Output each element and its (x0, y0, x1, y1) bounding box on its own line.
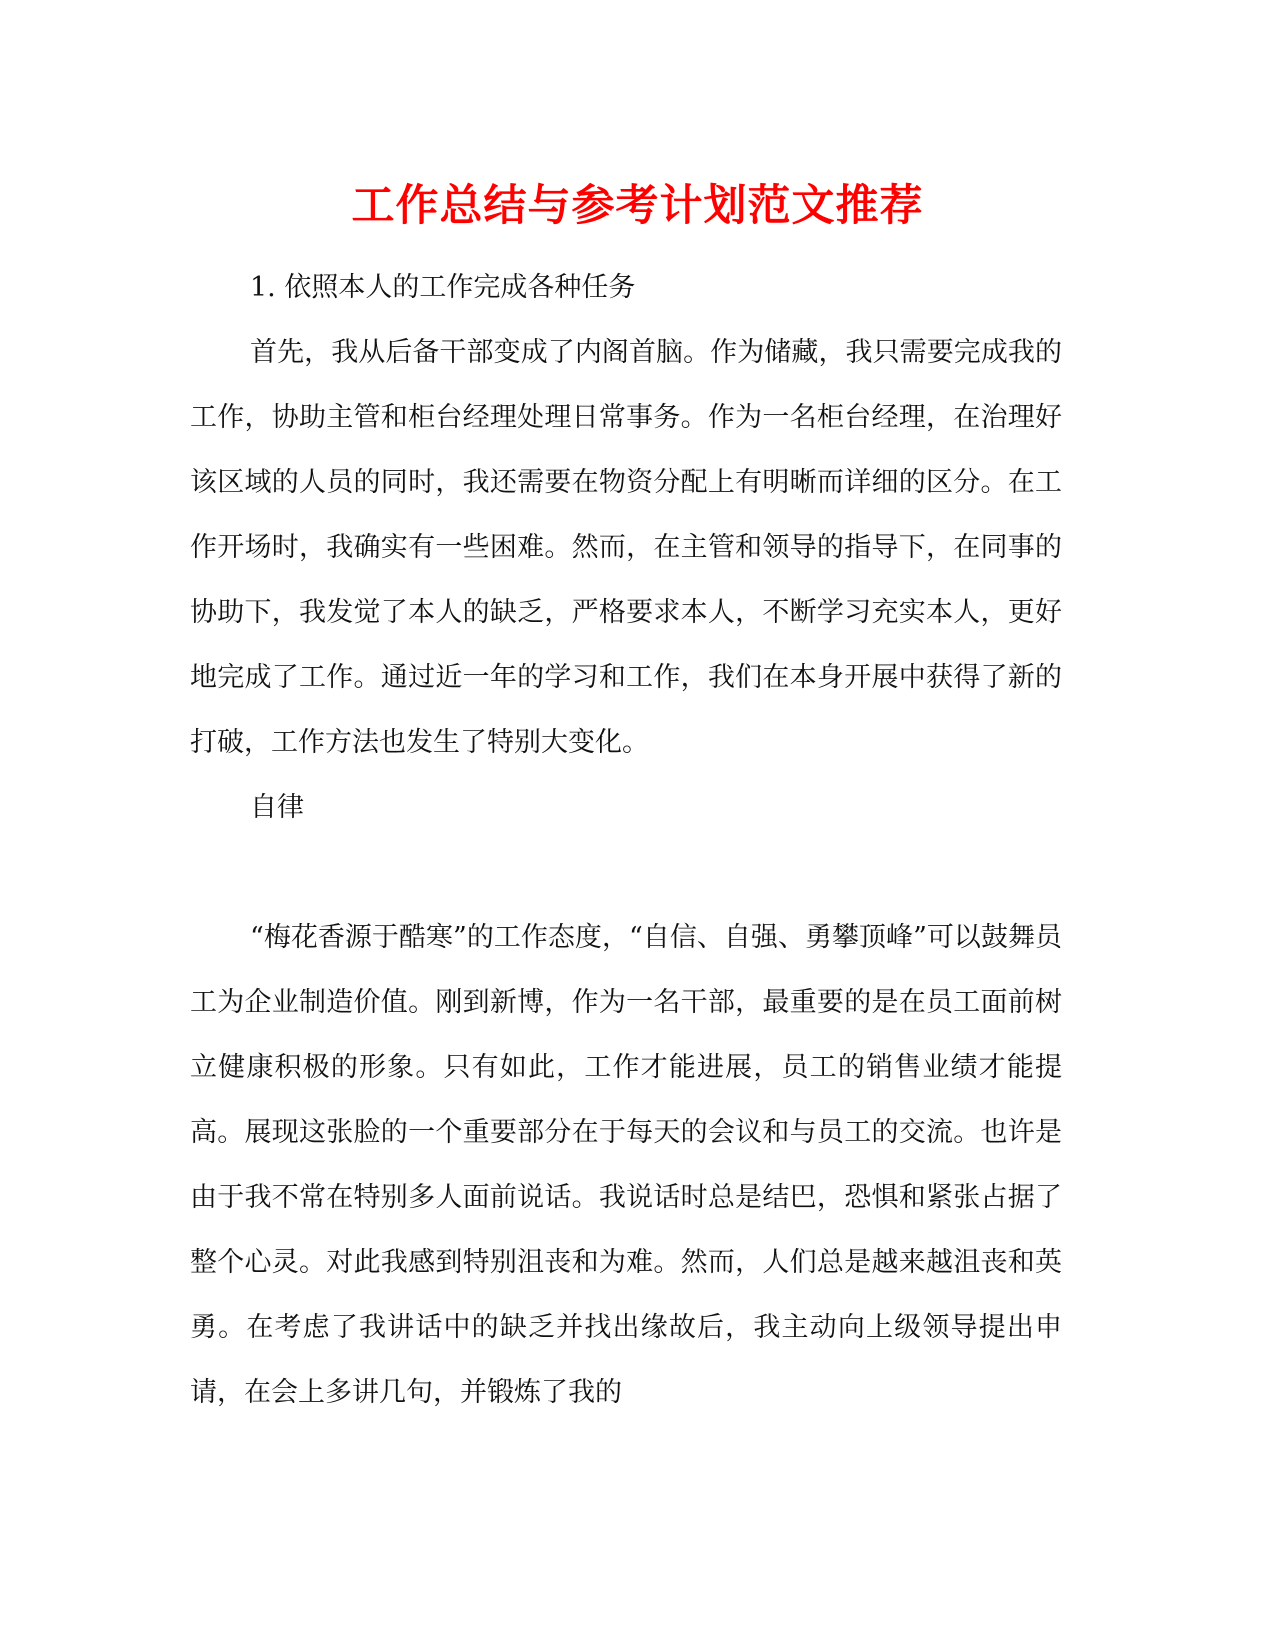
section-heading: 1. 依照本人的工作完成各种任务 (250, 272, 636, 303)
subheading: 自律 (250, 792, 304, 823)
document-title: 工作总结与参考计划范文推荐 (351, 181, 924, 231)
blank-line (190, 840, 1062, 905)
document-body (190, 255, 1062, 1425)
paragraph-2: “梅花香源于酷寒”的工作态度，“自信、自强、勇攀顶峰”可以鼓舞员工为企业制造价值。刚到新博，作为一名干部，最重要的是在员工面前树立健康积极的形象。只有如此，工作才能进展，员工的销售业绩才能提高。展现这张脸的一个重要部分在于每天的会议和与员工的交流。也许是由于我不常在特别多人面前说话。我说话时总是结巴，恐惧和紧张占据了整个心灵。对此我感到特别沮丧和为难。然而，人们总是越来越沮丧和英勇。在考虑了我讲话中的缺乏并找出缘故后，我主动向上级领导提出申请，在会上多讲几句，并锻炼了我的 (190, 922, 1062, 1408)
paragraph-1: 首先，我从后备干部变成了内阁首脑。作为储藏，我只需要完成我的工作，协助主管和柜台经理处理日常事务。作为一名柜台经理，在治理好该区域的人员的同时，我还需要在物资分配上有明晰而详细的区分。在工作开场时，我确实有一些困难。然而，在主管和领导的指导下，在同事的协助下，我发觉了本人的缺乏，严格要求本人，不断学习充实本人，更好地完成了工作。通过近一年的学习和工作，我们在本身开展中获得了新的打破，工作方法也发生了特别大变化。 (190, 337, 1062, 758)
